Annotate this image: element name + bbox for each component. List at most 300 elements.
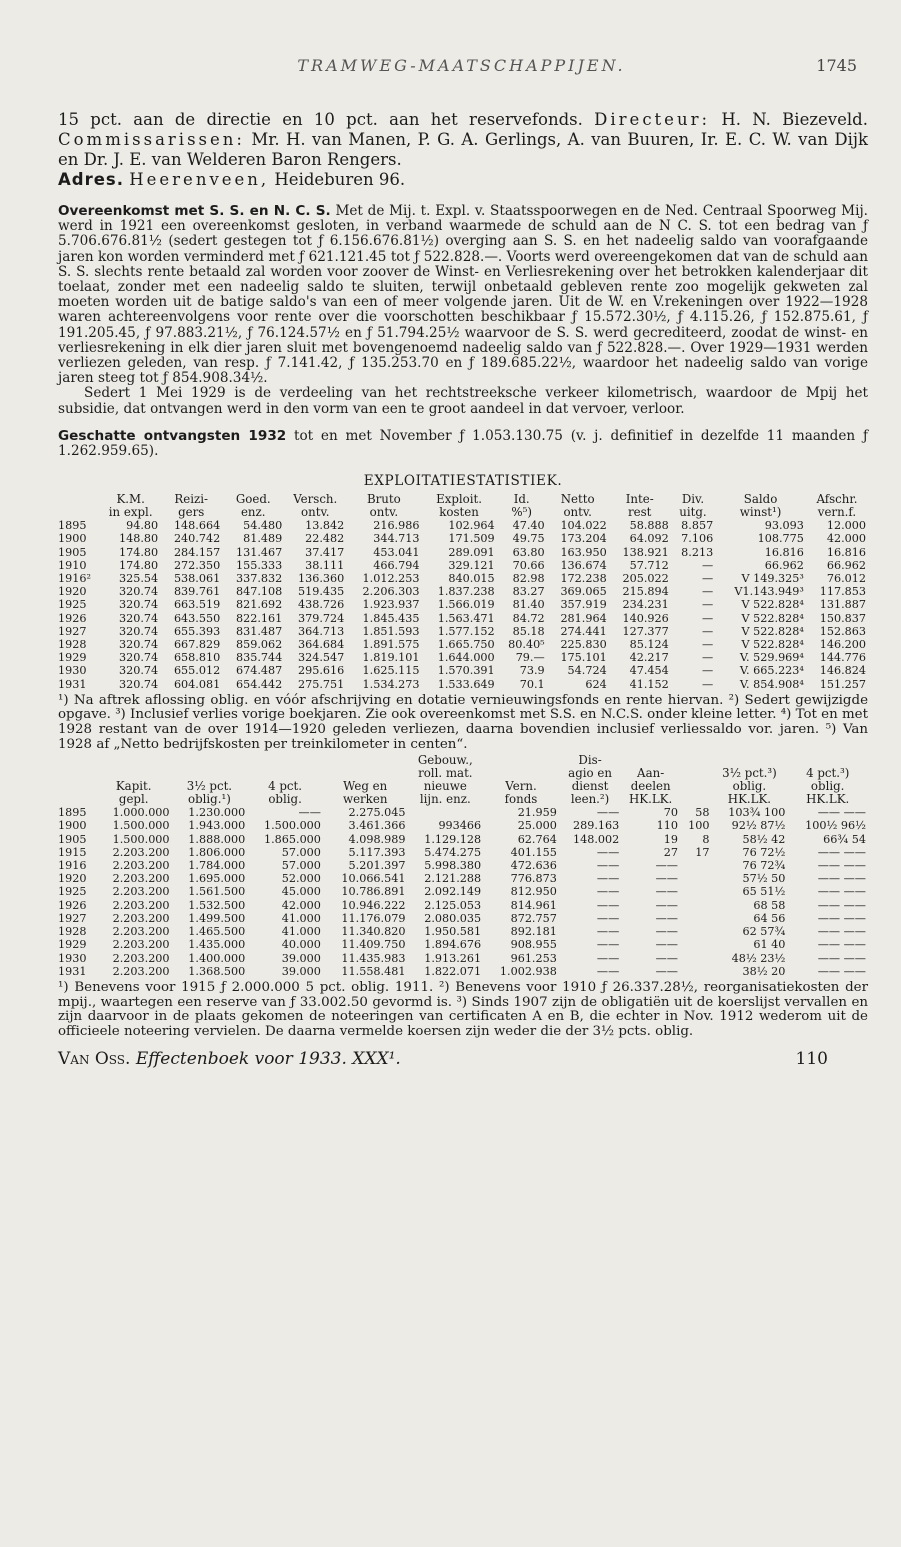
table-cell: 11.558.481 bbox=[341, 964, 406, 978]
table-cell: 42.000 bbox=[281, 898, 321, 912]
header-row bbox=[58, 793, 868, 806]
table-cell: V 149.325³ bbox=[741, 572, 804, 586]
table-cell: —— —— bbox=[817, 925, 866, 939]
table-row bbox=[58, 965, 868, 978]
table-cell: 138.921 bbox=[622, 545, 669, 559]
table-cell: 872.757 bbox=[510, 911, 557, 925]
row-year: 1928 bbox=[58, 925, 87, 939]
column-header bbox=[58, 754, 96, 767]
table-cell: —— —— bbox=[817, 872, 866, 886]
table-cell: 163.950 bbox=[560, 545, 607, 559]
row-year: 1916² bbox=[58, 572, 91, 586]
table-cell: 79.— bbox=[515, 651, 545, 665]
table-cell: 281.964 bbox=[560, 611, 607, 625]
column-header: Bruto bbox=[366, 492, 401, 507]
table-cell: 2.092.149 bbox=[424, 885, 482, 899]
table-cell: 840.015 bbox=[448, 572, 495, 586]
capital-notes: ¹) Benevens voor 1915 ƒ 2.000.000 5 pct. oblig. 1911. ²) Benevens voor 1910 ƒ 26.337.28½, reorganisatiekosten der mpij., waartegen een reserve van ƒ 33.002.50 gevormd is. ³) Sinds 1907 zijn de obligatiën uit de koerslijst vervallen en zijn daarvoor in de plaats gekomen de noteeringen van certificaten A en B, die echter in Nov. 1912 wederom uit de officieele noteering vervielen. De daarna vermelde koersen zijn weder die der 3½ pcts. oblig. bbox=[58, 979, 868, 1039]
table-cell: 2.206.303 bbox=[362, 585, 420, 599]
table-cell: —— bbox=[655, 938, 678, 952]
table-cell: —— —— bbox=[817, 806, 866, 820]
table-cell: 54.724 bbox=[567, 664, 607, 678]
table-cell: —— bbox=[596, 872, 620, 886]
table-cell: 81.489 bbox=[243, 532, 283, 546]
table-cell: 150.837 bbox=[819, 611, 866, 625]
table-cell: 320.74 bbox=[119, 638, 159, 652]
page-body bbox=[58, 110, 868, 1069]
table-cell: 11.409.750 bbox=[341, 938, 406, 952]
table-cell: 152.863 bbox=[819, 624, 866, 638]
table-cell: 41.000 bbox=[281, 911, 321, 925]
column-header: werken bbox=[342, 792, 388, 807]
table-cell: 1.500.000 bbox=[112, 819, 170, 833]
column-header: Netto bbox=[560, 492, 595, 507]
row-year: 1920 bbox=[58, 872, 87, 886]
table-cell: —— —— bbox=[817, 964, 866, 978]
column-header bbox=[680, 793, 712, 806]
table-cell: 7.106 bbox=[681, 532, 714, 546]
table-cell: 2.203.200 bbox=[112, 925, 170, 939]
row-year: 1895 bbox=[58, 806, 87, 820]
table-cell: —— bbox=[655, 925, 678, 939]
table-cell: 663.519 bbox=[173, 598, 221, 612]
table-cell: 13.842 bbox=[305, 519, 345, 533]
table-cell: 5.117.393 bbox=[348, 845, 406, 859]
table-cell: 65 51½ bbox=[742, 885, 786, 899]
table-row bbox=[58, 952, 868, 965]
column-header: 4 pct.³) bbox=[806, 766, 850, 781]
table-row bbox=[58, 899, 868, 912]
address-label: Adres. bbox=[58, 170, 124, 189]
table-cell: 472.636 bbox=[510, 859, 557, 873]
table-cell: 839.761 bbox=[173, 585, 221, 599]
column-header: Gebouw., bbox=[417, 753, 473, 768]
table-cell: 144.776 bbox=[819, 651, 866, 665]
table-cell: 117.853 bbox=[819, 585, 866, 599]
table-cell: 1.400.000 bbox=[188, 951, 246, 965]
column-header: Vern. bbox=[505, 779, 537, 794]
column-header: winst¹) bbox=[739, 505, 782, 520]
table-cell: 2.125.053 bbox=[424, 898, 482, 912]
table-cell: 2.203.200 bbox=[112, 872, 170, 886]
column-header: rest bbox=[628, 505, 652, 520]
table-cell: 64.092 bbox=[629, 532, 669, 546]
table-cell: 329.121 bbox=[448, 558, 495, 572]
table-cell: 100½ 96½ bbox=[805, 819, 866, 833]
table-cell: 37.417 bbox=[305, 545, 345, 559]
table-cell: —— bbox=[596, 845, 620, 859]
table-cell: 39.000 bbox=[281, 964, 321, 978]
table-cell: 364.684 bbox=[298, 638, 345, 652]
table-cell: 11.176.079 bbox=[341, 911, 406, 925]
table-cell: 47.40 bbox=[512, 519, 545, 533]
table-row bbox=[58, 938, 868, 951]
table-cell: 1.806.000 bbox=[188, 845, 246, 859]
table-cell: 831.487 bbox=[235, 624, 283, 638]
table-cell: 1.665.750 bbox=[437, 638, 495, 652]
column-header: oblig. bbox=[810, 779, 845, 794]
table-cell: 57.000 bbox=[281, 845, 321, 859]
address-line bbox=[58, 170, 868, 190]
table-cell: 1.368.500 bbox=[188, 964, 246, 978]
column-header bbox=[58, 493, 101, 506]
table-cell: 674.487 bbox=[235, 664, 283, 678]
table-cell: 10.786.891 bbox=[341, 885, 406, 899]
overeenkomst-label: Overeenkomst met S. S. en N. C. S. bbox=[58, 203, 331, 219]
table-cell: 58 bbox=[695, 806, 710, 820]
table-cell: 62 57¾ bbox=[742, 925, 786, 939]
table-cell: 1.577.152 bbox=[437, 624, 495, 638]
table-row bbox=[58, 559, 868, 572]
table-cell: 295.616 bbox=[298, 664, 345, 678]
table-cell: — bbox=[702, 624, 714, 638]
table-cell: 667.829 bbox=[173, 638, 221, 652]
row-year: 1929 bbox=[58, 938, 87, 952]
table-row bbox=[58, 638, 868, 651]
table-cell: 146.200 bbox=[819, 638, 866, 652]
column-header bbox=[680, 754, 712, 767]
table-cell: 148.002 bbox=[573, 832, 620, 846]
table-cell: 174.80 bbox=[119, 558, 159, 572]
table-cell: — bbox=[702, 651, 714, 665]
capital-table bbox=[58, 754, 868, 978]
table-cell: 155.333 bbox=[235, 558, 283, 572]
table-cell: 325.54 bbox=[119, 572, 159, 586]
column-header: ontv. bbox=[563, 505, 592, 520]
table-cell: 127.377 bbox=[622, 624, 669, 638]
table-cell: 1.230.000 bbox=[188, 806, 246, 820]
table-cell: —— bbox=[596, 925, 620, 939]
table-cell: 859.062 bbox=[235, 638, 283, 652]
row-year: 1900 bbox=[58, 532, 87, 546]
table-cell: 1.865.000 bbox=[263, 832, 321, 846]
table-cell: —— bbox=[655, 911, 678, 925]
table-cell: 2.121.288 bbox=[424, 872, 482, 886]
exploitatie-table-body bbox=[58, 519, 868, 691]
table-cell: — bbox=[702, 664, 714, 678]
table-cell: 40.000 bbox=[281, 938, 321, 952]
table-cell: —— —— bbox=[817, 938, 866, 952]
table-cell: 2.203.200 bbox=[112, 951, 170, 965]
table-cell: —— —— bbox=[817, 845, 866, 859]
capital-table-head bbox=[58, 754, 868, 806]
table-cell: 54.480 bbox=[243, 519, 283, 533]
column-header bbox=[323, 754, 408, 767]
column-header: Dis- bbox=[578, 753, 602, 768]
table-cell: —— —— bbox=[817, 911, 866, 925]
table-cell: —— bbox=[596, 806, 620, 820]
table-cell bbox=[407, 806, 483, 819]
column-header: ontv. bbox=[301, 505, 330, 520]
row-year: 1910 bbox=[58, 558, 87, 572]
table-cell: —— bbox=[596, 911, 620, 925]
row-year: 1915 bbox=[58, 845, 87, 859]
column-header: HK.LK. bbox=[806, 792, 850, 807]
verdeeling-paragraph: Sedert 1 Mei 1929 is de verdeeling van het rechtstreeksche verkeer kilometrisch, waardoor de Mpij het subsidie, dat ontvangen werd in den vorm van een te groot aandeel in dat vervoer, verloor. bbox=[58, 385, 868, 417]
table-cell: —— bbox=[298, 806, 321, 820]
table-cell: 1.784.000 bbox=[188, 859, 246, 873]
table-cell: 62.764 bbox=[517, 832, 557, 846]
column-header: dienst bbox=[571, 779, 609, 794]
header-row bbox=[58, 506, 868, 519]
table-cell bbox=[680, 872, 712, 885]
column-header: Exploit. bbox=[436, 492, 483, 507]
table-cell: 63.80 bbox=[512, 545, 545, 559]
table-cell: 320.74 bbox=[119, 598, 159, 612]
column-header: gers bbox=[178, 505, 205, 520]
table-cell: 41.152 bbox=[629, 677, 669, 691]
table-cell: 604.081 bbox=[173, 677, 221, 691]
column-header: 4 pct. bbox=[268, 779, 303, 794]
table-cell: 48½ 23½ bbox=[731, 951, 786, 965]
table-cell: 2.203.200 bbox=[112, 911, 170, 925]
table-cell: 103¾ 100 bbox=[728, 806, 786, 820]
column-header: K.M. bbox=[116, 492, 145, 507]
table-cell: 151.257 bbox=[819, 677, 866, 691]
page-header bbox=[58, 56, 865, 82]
table-cell: 92½ 87½ bbox=[731, 819, 786, 833]
table-cell: 1.894.676 bbox=[424, 938, 482, 952]
table-cell: 52.000 bbox=[281, 872, 321, 886]
table-cell: 19 bbox=[663, 832, 678, 846]
address-street: Heideburen 96. bbox=[274, 170, 406, 189]
table-cell: 1.943.000 bbox=[188, 819, 246, 833]
table-cell: —— bbox=[655, 898, 678, 912]
table-cell: — bbox=[702, 638, 714, 652]
table-cell: 357.919 bbox=[560, 598, 607, 612]
table-cell: 131.467 bbox=[235, 545, 283, 559]
table-cell: 1.950.581 bbox=[424, 925, 482, 939]
table-row bbox=[58, 819, 868, 832]
column-header: HK.LK. bbox=[727, 792, 772, 807]
table-cell: 85.18 bbox=[512, 624, 545, 638]
table-cell: 2.203.200 bbox=[112, 859, 170, 873]
table-cell: 1.566.019 bbox=[437, 598, 495, 612]
table-cell: 61 40 bbox=[753, 938, 786, 952]
table-cell: 84.72 bbox=[512, 611, 545, 625]
table-cell: 93.093 bbox=[764, 519, 804, 533]
table-row bbox=[58, 859, 868, 872]
table-cell: 320.74 bbox=[119, 611, 159, 625]
table-cell: 82.98 bbox=[512, 572, 545, 586]
table-cell: —— bbox=[596, 938, 620, 952]
table-cell: 364.713 bbox=[298, 624, 345, 638]
row-year: 1925 bbox=[58, 885, 87, 899]
table-cell: 1.533.649 bbox=[437, 677, 495, 691]
table-cell: 140.926 bbox=[622, 611, 669, 625]
table-cell: — bbox=[702, 677, 714, 691]
address-city: Heerenveen, bbox=[129, 170, 270, 189]
table-cell: — bbox=[702, 598, 714, 612]
table-cell: 289.091 bbox=[448, 545, 495, 559]
column-header: leen.²) bbox=[570, 792, 610, 807]
table-row bbox=[58, 678, 868, 691]
row-year: 1928 bbox=[58, 638, 87, 652]
running-title: TRAMWEG-MAATSCHAPPIJEN. bbox=[297, 56, 626, 75]
column-header: enz. bbox=[240, 505, 266, 520]
table-row bbox=[58, 625, 868, 638]
table-cell: 538.061 bbox=[173, 572, 221, 586]
table-row bbox=[58, 806, 868, 819]
table-cell: 234.231 bbox=[622, 598, 669, 612]
column-header bbox=[58, 767, 96, 780]
table-cell: 100 bbox=[688, 819, 710, 833]
table-cell: 136.674 bbox=[560, 558, 607, 572]
table-cell: 39.000 bbox=[281, 951, 321, 965]
table-cell: 401.155 bbox=[510, 845, 557, 859]
table-cell bbox=[680, 899, 712, 912]
column-header: in expl. bbox=[108, 505, 153, 520]
table-row bbox=[58, 598, 868, 611]
intro-paragraph bbox=[58, 110, 868, 170]
table-cell: 1.500.000 bbox=[112, 832, 170, 846]
table-cell: —— bbox=[596, 951, 620, 965]
geschatte-label: Geschatte ontvangsten 1932 bbox=[58, 427, 287, 444]
table-cell: 66.962 bbox=[764, 558, 804, 572]
table-cell: 12.000 bbox=[826, 519, 866, 533]
table-cell: 10.946.222 bbox=[341, 898, 406, 912]
table-cell: 57.000 bbox=[281, 859, 321, 873]
table-cell: —— bbox=[655, 951, 678, 965]
table-cell: 1.129.128 bbox=[424, 832, 482, 846]
table-cell: 5.474.275 bbox=[424, 845, 482, 859]
table-cell: 272.350 bbox=[173, 558, 221, 572]
table-cell bbox=[680, 885, 712, 898]
capital-table-body bbox=[58, 806, 868, 978]
table-cell: 25.000 bbox=[517, 819, 557, 833]
table-cell: 1.625.115 bbox=[362, 664, 420, 678]
table-cell: 2.203.200 bbox=[112, 898, 170, 912]
table-cell: 171.509 bbox=[448, 532, 495, 546]
table-row bbox=[58, 872, 868, 885]
table-cell: 1.435.000 bbox=[188, 938, 246, 952]
table-cell: 1.644.000 bbox=[437, 651, 495, 665]
commissarissen-label: Commissarissen: bbox=[58, 130, 245, 149]
table-cell: 274.441 bbox=[560, 624, 607, 638]
table-cell: 16.816 bbox=[826, 545, 866, 559]
table-cell: 453.041 bbox=[373, 545, 420, 559]
table-cell: 80.40⁵ bbox=[508, 638, 545, 652]
table-cell: 1.845.435 bbox=[362, 611, 420, 625]
table-cell: 812.950 bbox=[510, 885, 557, 899]
table-cell: 17 bbox=[695, 845, 710, 859]
column-header: uitg. bbox=[679, 505, 707, 520]
table-cell: — bbox=[702, 585, 714, 599]
column-header: Saldo bbox=[743, 492, 778, 507]
table-cell: 81.40 bbox=[512, 598, 545, 612]
column-header bbox=[172, 754, 248, 767]
column-header: lijn. enz. bbox=[419, 792, 471, 807]
intro-text-3: Mr. H. van Manen, P. G. A. Gerlings, A. van Buuren, Ir. E. C. W. van Dijk en Dr. J. E. van Welderen Baron Rengers. bbox=[58, 130, 868, 169]
exploitatie-notes: ¹) Na aftrek aflossing oblig. en vóór afschrijving en dotatie vernieuwingsfonds en rente hiervan. ²) Sedert gewijzigde opgave. ³) Inclusief verlies vorige boekjaren. Zie ook overeenkomst met S.S. en N.C.S. onder kleine letter. ⁴) Tot en met 1928 restant van de over 1914—1920 geleden verliezen, daarna bovendien inclusief verliessaldo vor. jaren. ⁵) Van 1928 af „Netto bedrijfskosten per treinkilometer in centen“. bbox=[58, 692, 868, 752]
table-cell: 70.66 bbox=[512, 558, 545, 572]
table-cell: 1.532.500 bbox=[188, 898, 246, 912]
table-cell: 42.217 bbox=[629, 651, 669, 665]
table-cell: 38½ 20 bbox=[742, 964, 786, 978]
table-cell: 1.002.938 bbox=[499, 964, 557, 978]
table-cell: 57.712 bbox=[629, 558, 669, 572]
table-cell: 2.275.045 bbox=[348, 806, 406, 820]
column-header: ontv. bbox=[369, 505, 399, 520]
overeenkomst-paragraph bbox=[58, 204, 868, 386]
row-year: 1927 bbox=[58, 624, 87, 638]
row-year: 1905 bbox=[58, 832, 87, 846]
table-cell: V. 665.223⁴ bbox=[739, 664, 804, 678]
column-header: oblig.¹) bbox=[187, 792, 231, 807]
table-cell: 49.75 bbox=[512, 532, 545, 546]
table-cell: —— bbox=[655, 872, 678, 886]
table-cell: 3.461.366 bbox=[348, 819, 406, 833]
column-header: Goed. bbox=[235, 492, 271, 507]
table-row bbox=[58, 925, 868, 938]
table-cell: 76.012 bbox=[826, 572, 866, 586]
row-year: 1905 bbox=[58, 545, 87, 559]
table-cell: 1.570.391 bbox=[437, 664, 495, 678]
table-cell: 519.435 bbox=[298, 585, 345, 599]
column-header bbox=[58, 793, 96, 806]
table-cell: 110 bbox=[656, 819, 678, 833]
table-row bbox=[58, 846, 868, 859]
table-cell: —— bbox=[596, 898, 620, 912]
table-cell: 16.816 bbox=[764, 545, 804, 559]
row-year: 1920 bbox=[58, 585, 87, 599]
table-cell: 172.238 bbox=[560, 572, 607, 586]
column-header: Kapit. bbox=[115, 779, 152, 794]
table-cell: 66.962 bbox=[826, 558, 866, 572]
table-cell: 27 bbox=[663, 845, 678, 859]
column-header: gepl. bbox=[118, 792, 149, 807]
table-cell: 835.744 bbox=[235, 651, 283, 665]
table-cell: 320.74 bbox=[119, 624, 159, 638]
table-cell: V 522.828⁴ bbox=[741, 611, 804, 625]
table-row bbox=[58, 651, 868, 664]
column-header: Reizi- bbox=[174, 492, 208, 507]
row-year: 1926 bbox=[58, 611, 87, 625]
table-cell: 22.482 bbox=[305, 532, 345, 546]
table-row bbox=[58, 833, 868, 846]
directeur-label: Directeur: bbox=[594, 110, 711, 129]
table-cell: 658.810 bbox=[173, 651, 221, 665]
table-cell: 85.124 bbox=[629, 638, 669, 652]
table-cell: 1.499.500 bbox=[188, 911, 246, 925]
footer-page: 110 bbox=[795, 1049, 828, 1070]
table-cell: 4.098.989 bbox=[348, 832, 406, 846]
column-header: fonds bbox=[504, 792, 538, 807]
table-cell: 1.851.593 bbox=[362, 624, 420, 638]
table-cell: V 522.828⁴ bbox=[741, 638, 804, 652]
table-cell: — bbox=[702, 558, 714, 572]
table-cell: —— bbox=[655, 859, 678, 873]
table-cell: 70.1 bbox=[519, 677, 545, 691]
table-cell: 1.012.253 bbox=[362, 572, 420, 586]
column-header: Inte- bbox=[625, 492, 654, 507]
table-cell: 66¾ 54 bbox=[823, 832, 866, 846]
exploitatie-table-head bbox=[58, 493, 868, 519]
table-cell: 289.163 bbox=[573, 819, 620, 833]
table-cell: 776.873 bbox=[510, 872, 557, 886]
table-cell: 847.108 bbox=[235, 585, 283, 599]
table-row bbox=[58, 572, 868, 585]
table-cell: 8.213 bbox=[681, 545, 714, 559]
column-header: vern.f. bbox=[817, 505, 857, 520]
table-cell: 47.454 bbox=[629, 664, 669, 678]
table-cell: V. 529.969⁴ bbox=[739, 651, 804, 665]
table-cell bbox=[680, 965, 712, 978]
table-cell: 821.692 bbox=[235, 598, 283, 612]
table-cell: 1.561.500 bbox=[188, 885, 246, 899]
table-cell: 961.253 bbox=[510, 951, 557, 965]
row-year: 1931 bbox=[58, 677, 87, 691]
